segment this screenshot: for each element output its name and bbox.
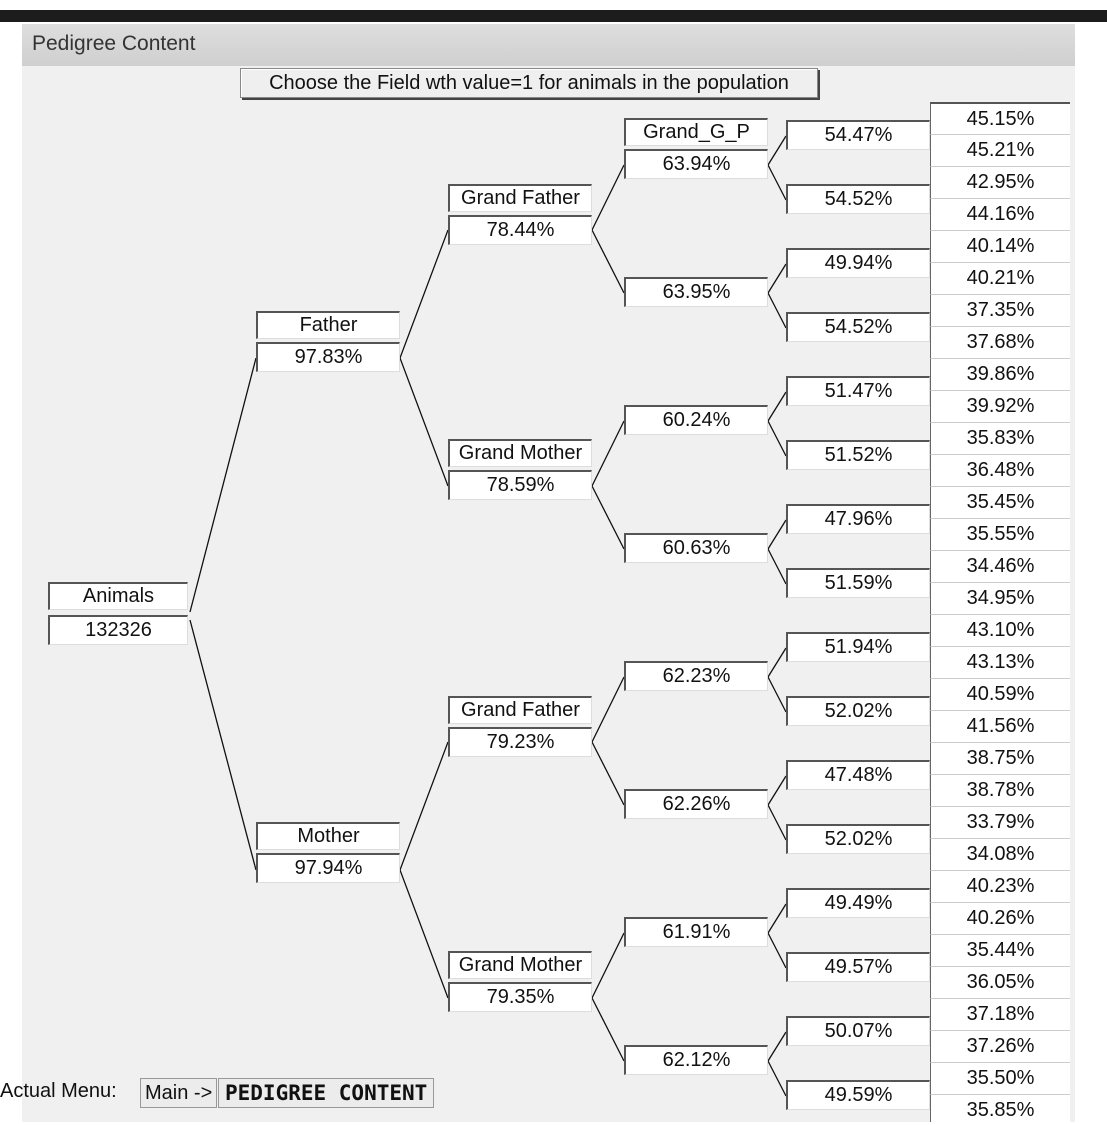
gen4-value: 54.47% bbox=[786, 120, 930, 150]
gen5-value: 37.68% bbox=[930, 326, 1070, 358]
grandmother-paternal-value: 78.59% bbox=[448, 470, 592, 500]
gen5-value: 40.59% bbox=[930, 678, 1070, 710]
gen4-value: 49.57% bbox=[786, 952, 930, 982]
connector-line bbox=[190, 620, 256, 870]
connector-line bbox=[768, 933, 786, 968]
connector-line bbox=[400, 870, 448, 998]
gen4-value: 54.52% bbox=[786, 312, 930, 342]
connector-line bbox=[592, 677, 624, 742]
gen5-value: 35.44% bbox=[930, 934, 1070, 966]
connector-line bbox=[768, 648, 786, 677]
great-grandparent-value: 62.12% bbox=[624, 1045, 768, 1075]
connector-line bbox=[768, 421, 786, 456]
gen5-value: 34.46% bbox=[930, 550, 1070, 582]
gen5-value: 37.26% bbox=[930, 1030, 1070, 1062]
gen5-value: 37.18% bbox=[930, 998, 1070, 1030]
gen4-value: 52.02% bbox=[786, 696, 930, 726]
gen5-value: 36.48% bbox=[930, 454, 1070, 486]
connector-line bbox=[400, 358, 448, 486]
gen4-value: 47.48% bbox=[786, 760, 930, 790]
connector-line bbox=[768, 520, 786, 549]
grandmother-maternal-header: Grand Mother bbox=[448, 951, 592, 979]
gen5-value: 35.55% bbox=[930, 518, 1070, 550]
animals-header: Animals bbox=[48, 582, 188, 610]
connector-line bbox=[768, 805, 786, 840]
grandmother-paternal-header: Grand Mother bbox=[448, 439, 592, 467]
gen5-value: 42.95% bbox=[930, 166, 1070, 198]
connector-line bbox=[592, 742, 624, 805]
top-border-bar bbox=[0, 10, 1107, 22]
gen5-value: 39.86% bbox=[930, 358, 1070, 390]
gen4-value: 52.02% bbox=[786, 824, 930, 854]
connector-line bbox=[592, 998, 624, 1061]
connector-line bbox=[592, 165, 624, 230]
great-grandparent-value: 63.95% bbox=[624, 277, 768, 307]
gen5-value: 35.50% bbox=[930, 1062, 1070, 1094]
connector-line bbox=[768, 549, 786, 584]
gen4-value: 49.59% bbox=[786, 1080, 930, 1110]
connector-line bbox=[592, 933, 624, 998]
connector-line bbox=[768, 776, 786, 805]
grandmother-maternal-value: 79.35% bbox=[448, 982, 592, 1012]
gen4-value: 51.47% bbox=[786, 376, 930, 406]
gen5-value: 40.14% bbox=[930, 230, 1070, 262]
gen4-value: 49.94% bbox=[786, 248, 930, 278]
gen4-value: 49.49% bbox=[786, 888, 930, 918]
gen5-value: 38.78% bbox=[930, 774, 1070, 806]
gen5-value: 34.08% bbox=[930, 838, 1070, 870]
gen5-value: 40.26% bbox=[930, 902, 1070, 934]
great-grandparent-value: 61.91% bbox=[624, 917, 768, 947]
gen5-value: 36.05% bbox=[930, 966, 1070, 998]
gen5-value: 44.16% bbox=[930, 198, 1070, 230]
window-title: Pedigree Content bbox=[32, 32, 196, 55]
connector-line bbox=[190, 358, 256, 612]
connector-line bbox=[592, 486, 624, 549]
gen5-value: 35.85% bbox=[930, 1094, 1070, 1122]
gen4-value: 51.52% bbox=[786, 440, 930, 470]
grandfather-paternal-value: 78.44% bbox=[448, 215, 592, 245]
connector-line bbox=[592, 421, 624, 486]
gen5-value: 45.15% bbox=[930, 102, 1070, 134]
gen5-value: 34.95% bbox=[930, 582, 1070, 614]
great-grandparent-header: Grand_G_P bbox=[624, 118, 768, 146]
connector-line bbox=[768, 392, 786, 421]
status-menu-label: Actual Menu: bbox=[0, 1080, 117, 1102]
choose-field-button[interactable]: Choose the Field wth value=1 for animals in the population bbox=[240, 68, 818, 98]
great-grandparent-value: 60.63% bbox=[624, 533, 768, 563]
connector-line bbox=[768, 1061, 786, 1096]
great-grandparent-value: 60.24% bbox=[624, 405, 768, 435]
connector-line bbox=[592, 230, 624, 293]
animals-count: 132326 bbox=[48, 615, 188, 645]
status-main-link[interactable]: Main -> bbox=[140, 1078, 217, 1108]
connector-line bbox=[400, 742, 448, 870]
mother-header: Mother bbox=[256, 822, 400, 850]
connector-line bbox=[400, 230, 448, 358]
connector-line bbox=[768, 904, 786, 933]
grandfather-paternal-header: Grand Father bbox=[448, 184, 592, 212]
gen5-value: 43.10% bbox=[930, 614, 1070, 646]
great-grandparent-value: 62.26% bbox=[624, 789, 768, 819]
grandfather-maternal-value: 79.23% bbox=[448, 727, 592, 757]
gen5-value: 37.35% bbox=[930, 294, 1070, 326]
great-grandparent-value: 63.94% bbox=[624, 149, 768, 179]
gen5-value: 40.23% bbox=[930, 870, 1070, 902]
gen4-value: 50.07% bbox=[786, 1016, 930, 1046]
gen4-value: 54.52% bbox=[786, 184, 930, 214]
connector-line bbox=[768, 136, 786, 165]
gen4-value: 51.94% bbox=[786, 632, 930, 662]
gen5-value: 40.21% bbox=[930, 262, 1070, 294]
great-grandparent-value: 62.23% bbox=[624, 661, 768, 691]
pedigree-window bbox=[22, 24, 1075, 1122]
gen5-value: 43.13% bbox=[930, 646, 1070, 678]
mother-value: 97.94% bbox=[256, 853, 400, 883]
grandfather-maternal-header: Grand Father bbox=[448, 696, 592, 724]
gen4-value: 47.96% bbox=[786, 504, 930, 534]
connector-line bbox=[768, 677, 786, 712]
connector-line bbox=[768, 1032, 786, 1061]
gen5-value: 45.21% bbox=[930, 134, 1070, 166]
gen5-value: 38.75% bbox=[930, 742, 1070, 774]
gen5-value: 35.45% bbox=[930, 486, 1070, 518]
father-value: 97.83% bbox=[256, 342, 400, 372]
connector-line bbox=[768, 165, 786, 200]
status-current-menu: PEDIGREE CONTENT bbox=[218, 1078, 434, 1108]
father-header: Father bbox=[256, 311, 400, 339]
gen5-value: 41.56% bbox=[930, 710, 1070, 742]
connector-line bbox=[768, 264, 786, 293]
gen4-value: 51.59% bbox=[786, 568, 930, 598]
gen5-value: 35.83% bbox=[930, 422, 1070, 454]
connector-line bbox=[768, 293, 786, 328]
gen5-value: 33.79% bbox=[930, 806, 1070, 838]
gen5-value: 39.92% bbox=[930, 390, 1070, 422]
